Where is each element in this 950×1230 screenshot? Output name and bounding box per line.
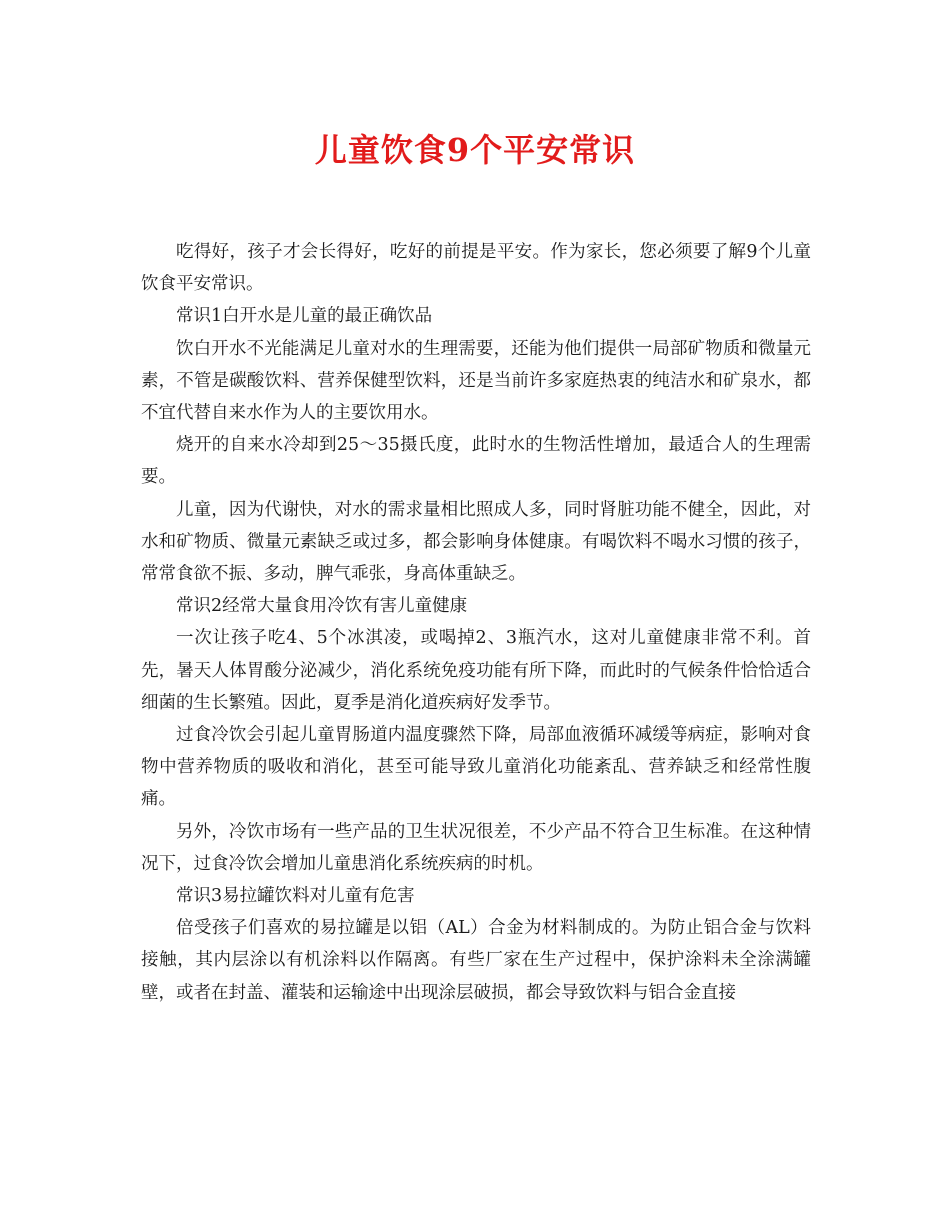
section-heading-2: 常识2经常大量食用冷饮有害儿童健康 bbox=[176, 596, 468, 617]
paragraph: 饮白开水不光能满足儿童对水的生理需要，还能为他们提供一局部矿物质和微量元素，不管是碳酸饮料、营养保健型饮料，还是当前许多家庭热衷的纯洁水和矿泉水，都不宜代替自来水作为人的主要饮用水。 bbox=[141, 338, 811, 424]
section-heading-3: 常识3易拉罐饮料对儿童有危害 bbox=[176, 886, 415, 907]
paragraph: 过食冷饮会引起儿童胃肠道内温度骤然下降，局部血液循环减缓等病症，影响对食物中营养物质的吸收和消化，甚至可能导致儿童消化功能紊乱、营养缺乏和经常性腹痛。 bbox=[141, 725, 811, 810]
paragraph: 一次让孩子吃4、5个冰淇凌，或喝掉2、3瓶汽水，这对儿童健康非常不利。首先，暑天人体胃酸分泌减少，消化系统免疫功能有所下降，而此时的气候条件恰恰适合细菌的生长繁殖。因此，夏季是消化道疾病好发季节。 bbox=[141, 628, 811, 713]
paragraph: 烧开的自来水冷却到25～35摄氏度，此时水的生物活性增加，最适合人的生理需要。 bbox=[141, 435, 811, 488]
section-heading-1: 常识1白开水是儿童的最正确饮品 bbox=[176, 306, 433, 327]
paragraph-intro: 吃得好，孩子才会长得好，吃好的前提是平安。作为家长，您必须要了解9个儿童饮食平安常识。 bbox=[141, 242, 811, 295]
paragraph: 另外，冷饮市场有一些产品的卫生状况很差，不少产品不符合卫生标准。在这种情况下，过食冷饮会增加儿童患消化系统疾病的时机。 bbox=[141, 821, 811, 874]
paragraph: 倍受孩子们喜欢的易拉罐是以铝（AL）合金为材料制成的。为防止铝合金与饮料接触，其内层涂以有机涂料以作隔离。有些厂家在生产过程中，保护涂料未全涂满罐壁，或者在封盖、灌装和运输途中出现涂层破损，都会导致饮料与铝合金直接 bbox=[141, 918, 811, 1003]
paragraph: 儿童，因为代谢快，对水的需求量相比照成人多，同时肾脏功能不健全，因此，对水和矿物质、微量元素缺乏或过多，都会影响身体健康。有喝饮料不喝水习惯的孩子，常常食欲不振、多动，脾气乖张，身高体重缺乏。 bbox=[141, 499, 811, 585]
document-title: 儿童饮食9个平安常识 bbox=[314, 131, 636, 169]
document-body bbox=[141, 236, 811, 1009]
